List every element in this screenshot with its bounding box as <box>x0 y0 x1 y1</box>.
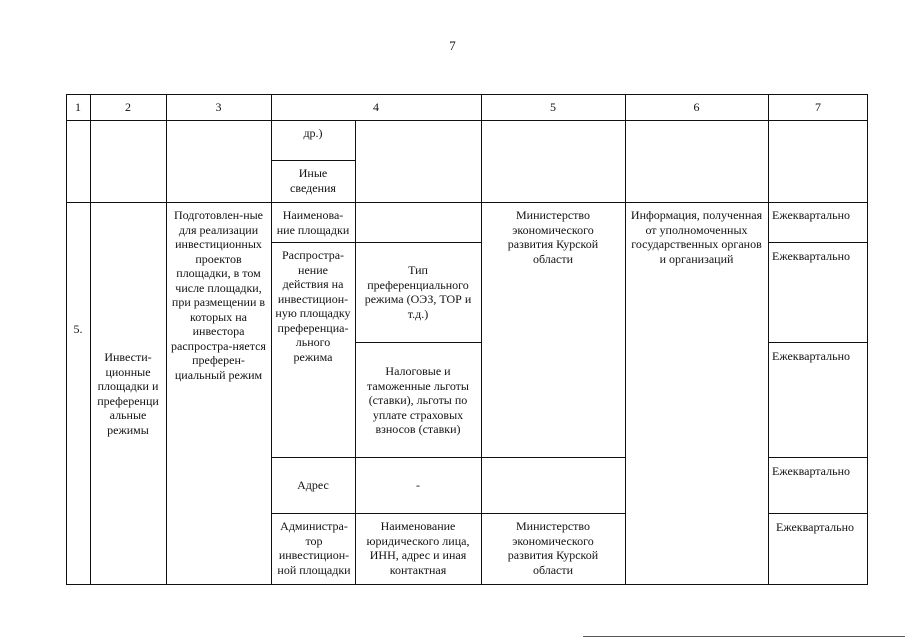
table-rule <box>625 94 626 585</box>
table-rule <box>271 513 625 514</box>
row5-col3: Подготовлен-ные для реализации инвестиционных проектов площадки, в том числе площадки, при размещении в которых на инвестора распростра-няется преферен-циальный режим <box>171 208 266 382</box>
table-rule <box>271 457 625 458</box>
row5-col7-4: Ежеквартально <box>772 464 850 478</box>
row5-col7-1: Ежеквартально <box>772 208 850 222</box>
header-cell-2: 2 <box>125 100 131 114</box>
row5-col5-top: Министерство экономического развития Курской области <box>507 208 599 266</box>
row5-col4-address-value: - <box>416 478 420 492</box>
table-rule <box>66 584 868 585</box>
header-cell-4: 4 <box>373 100 379 114</box>
header-cell-7: 7 <box>815 100 821 114</box>
table-rule <box>355 120 356 585</box>
table-rule <box>271 242 481 243</box>
table-rule <box>66 202 868 203</box>
page-number: 7 <box>449 38 456 53</box>
row5-col4-name: Наименова-ние площадки <box>276 208 350 237</box>
table-rule <box>768 342 868 343</box>
table-rule <box>768 513 868 514</box>
table-rule <box>867 94 868 585</box>
scan-edge-line <box>583 636 905 637</box>
header-cell-5: 5 <box>550 100 556 114</box>
row5-col4-benefits: Налоговые и таможенные льготы (ставки), льготы по уплате страховых взносов (ставки) <box>367 364 469 436</box>
table-rule <box>66 94 868 95</box>
header-cell-6: 6 <box>693 100 700 114</box>
row5-col4-regime: Распростра-нение действия на инвестицион-ную площадку преференциа-льного режима <box>275 248 351 364</box>
row5-col4-admin-value: Наименование юридического лица, ИНН, адрес и иная контактная <box>366 519 470 577</box>
header-cell-3: 3 <box>215 100 222 114</box>
table-rule <box>768 242 868 243</box>
row5-col5-bottom: Министерство экономического развития Курской области <box>507 519 599 577</box>
table-rule <box>768 94 769 585</box>
table-rule <box>271 94 272 585</box>
table-rule <box>271 160 355 161</box>
row5-col7-5: Ежеквартально <box>776 520 854 534</box>
row-number: 5. <box>73 322 83 336</box>
table-rule <box>66 94 67 585</box>
row5-col4-address: Адрес <box>297 478 329 492</box>
row5-col7-2: Ежеквартально <box>772 249 850 263</box>
row5-col6: Информация, полученная от уполномоченных государственных органов и организаций <box>630 208 763 266</box>
table-rule <box>768 457 868 458</box>
table-rule <box>481 94 482 585</box>
cont-col4-a: др.) <box>303 126 323 140</box>
row5-col4-type: Тип преференциального режима (ОЭЗ, ТОР и т.д.) <box>364 263 472 321</box>
table-rule <box>90 94 91 585</box>
row5-col2: Инвести-ционные площадки и преференци альные режимы <box>97 350 159 437</box>
row5-col7-3: Ежеквартально <box>772 349 850 363</box>
table-rule <box>66 120 868 121</box>
table-rule <box>166 94 167 585</box>
table-rule <box>355 342 481 343</box>
row5-col4-admin: Администра-тор инвестицион-ной площадки <box>277 519 351 577</box>
cont-col4-b: Иные сведения <box>290 166 336 195</box>
header-cell-1: 1 <box>75 100 81 114</box>
